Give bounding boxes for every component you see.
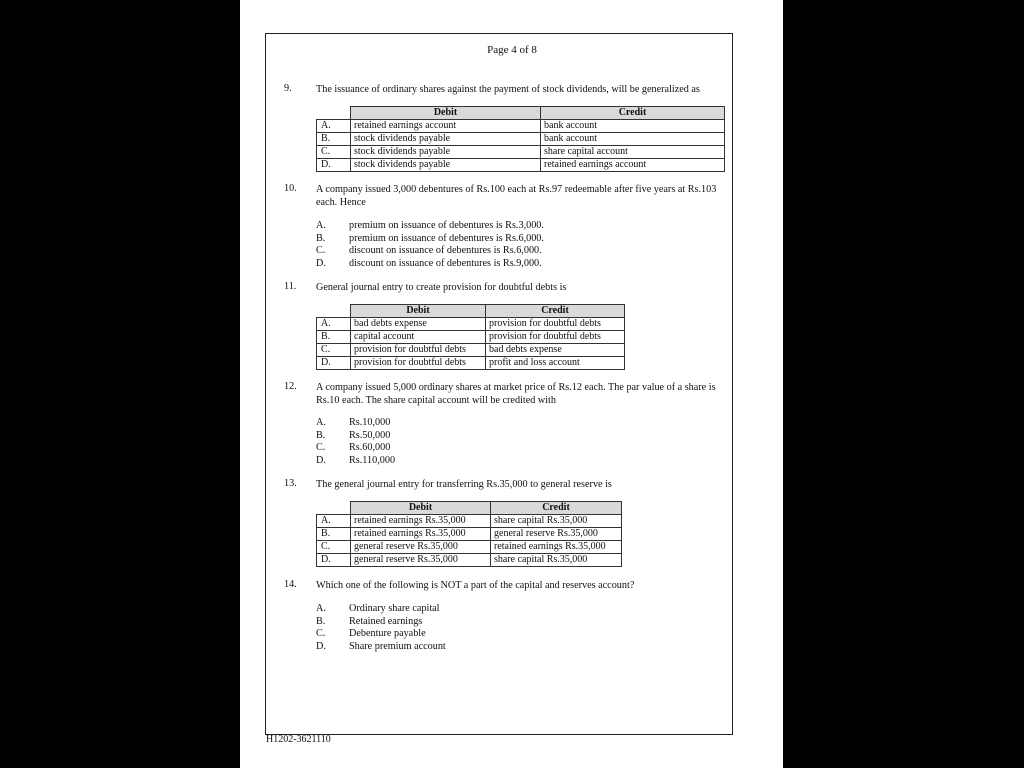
option-item: B. premium on issuance of debentures is Rs.6,000. [316,232,544,244]
option-item: B. Retained earnings [316,615,423,627]
question-12-text: A company issued 5,000 ordinary shares at market price of Rs.12 each. The par value of a share is Rs.10 each. The share capital account will be credited with [316,382,716,406]
question-9-number: 9. [284,83,292,94]
table-row: D. provision for doubtful debts profit and loss account [317,357,625,370]
table-row: C. general reserve Rs.35,000 retained earnings Rs.35,000 [317,541,622,554]
question-10-options [316,220,544,270]
credit-header: Credit [491,502,622,515]
table-corner [317,502,351,515]
question-14-text: Which one of the following is NOT a part of the capital and reserves account? [316,580,635,591]
option-item: C. Debenture payable [316,628,426,640]
table-row: A. retained earnings Rs.35,000 share capital Rs.35,000 [317,515,622,528]
question-14-options [316,603,446,653]
option-item: D. Rs.110,000 [316,454,396,466]
table-row: A. bad debts expense provision for doubtful debts [317,318,625,331]
table-row: B. stock dividends payable bank account [317,133,725,146]
option-item: A. premium on issuance of debentures is Rs.3,000. [316,220,544,231]
question-12-number: 12. [284,381,297,392]
debit-header: Debit [351,305,486,318]
question-14-number: 14. [284,579,297,590]
page-number: Page 4 of 8 [487,44,537,56]
question-11-table [316,304,625,370]
option-item: A. Ordinary share capital [316,603,440,614]
option-item: A. Rs.10,000 [316,417,391,428]
option-item: C. discount on issuance of debentures is Rs.6,000. [316,245,542,257]
option-item: C. Rs.60,000 [316,442,391,454]
document-code: H1202-3621110 [266,734,331,745]
table-row: B. capital account provision for doubtful debts [317,331,625,344]
question-11-number: 11. [284,281,297,292]
question-13-table [316,501,622,567]
table-row: C. stock dividends payable share capital account [317,146,725,159]
question-9-table [316,106,725,172]
question-10-text: A company issued 3,000 debentures of Rs.100 each at Rs.97 redeemable after five years at Rs.103 each. Hence [316,184,717,208]
table-row: B. retained earnings Rs.35,000 general reserve Rs.35,000 [317,528,622,541]
question-9-text: The issuance of ordinary shares against the payment of stock dividends, will be generalized as [316,84,700,95]
question-12-options [316,417,395,467]
option-item: D. discount on issuance of debentures is Rs.9,000. [316,257,542,269]
table-row: D. general reserve Rs.35,000 share capital Rs.35,000 [317,554,622,567]
option-item: B. Rs.50,000 [316,429,391,441]
table-corner [317,107,351,120]
credit-header: Credit [486,305,625,318]
debit-header: Debit [351,107,541,120]
table-row: D. stock dividends payable retained earnings account [317,159,725,172]
table-corner [317,305,351,318]
table-row: A. retained earnings account bank account [317,120,725,133]
question-10-number: 10. [284,183,297,194]
credit-header: Credit [541,107,725,120]
option-item: D. Share premium account [316,640,446,652]
question-13-number: 13. [284,478,297,489]
question-11-text: General journal entry to create provision for doubtful debts is [316,282,567,293]
table-row: C. provision for doubtful debts bad debts expense [317,344,625,357]
question-13-text: The general journal entry for transferring Rs.35,000 to general reserve is [316,479,612,490]
debit-header: Debit [351,502,491,515]
